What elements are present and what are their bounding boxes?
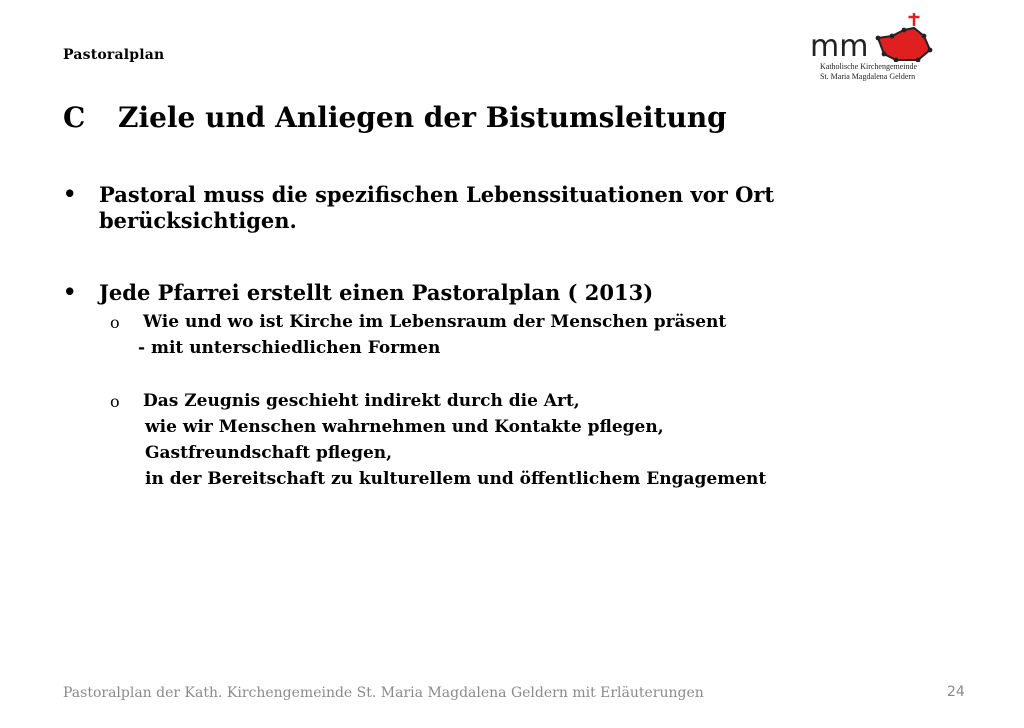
church-icon: [806, 12, 946, 62]
sub-bullet-marker: o: [110, 392, 120, 411]
bullet-marker: •: [63, 181, 77, 206]
header-label: Pastoralplan: [63, 47, 165, 63]
bullet-marker: •: [63, 279, 77, 304]
sub-item-line: in der Bereitschaft zu kulturellem und öffentlichem Engagement: [145, 469, 767, 489]
logo-text: [820, 62, 917, 82]
page-number: 24: [947, 684, 965, 700]
slide-title: [63, 101, 727, 134]
logo-line-2: St. Maria Magdalena Geldern: [820, 72, 916, 81]
title-letter: C: [63, 101, 86, 134]
bullet-text: Jede Pfarrei erstellt einen Pastoralplan ( 2013): [99, 280, 654, 305]
bullet-item: [63, 280, 823, 306]
logo-line-1: Katholische Kirchengemeinde: [820, 62, 918, 71]
footer-text: Pastoralplan der Kath. Kirchengemeinde St. Maria Magdalena Geldern mit Erläuterungen: [63, 685, 704, 701]
title-text: Ziele und Anliegen der Bistumsleitung: [118, 101, 727, 134]
sub-item-line: Das Zeugnis geschieht indirekt durch die Art,: [143, 391, 580, 411]
parish-logo: [806, 12, 946, 84]
bullet-text: Pastoral muss die spezifischen Lebenssituationen vor Ort berücksichtigen.: [99, 182, 775, 233]
sub-item-line: wie wir Menschen wahrnehmen und Kontakte pflegen,: [145, 417, 664, 437]
sub-item-line: Wie und wo ist Kirche im Lebensraum der Menschen präsent: [143, 312, 727, 332]
sub-item-line: Gastfreundschaft pflegen,: [145, 443, 393, 463]
sub-bullet-marker: o: [110, 313, 120, 332]
logo-mark: mm: [810, 29, 869, 62]
sub-item-line: - mit unterschiedlichen Formen: [138, 338, 441, 358]
bullet-item: [63, 182, 823, 234]
